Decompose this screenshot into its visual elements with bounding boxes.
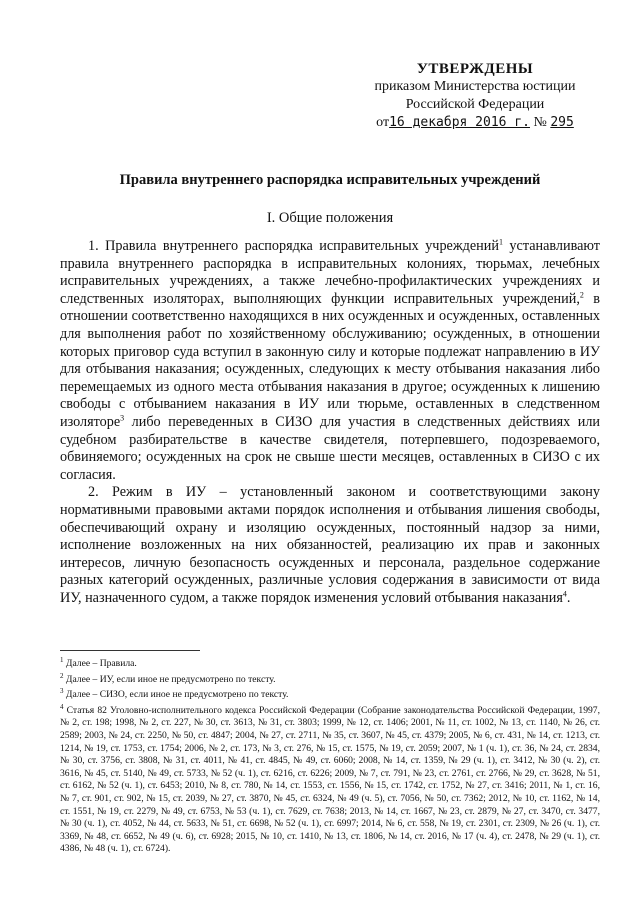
footnote-ref-4: 4: [562, 589, 567, 599]
number-prefix: №: [533, 115, 547, 130]
footnote-1: [60, 655, 600, 671]
footnote-3: [60, 689, 600, 702]
paragraph-2-text-a: 2. Режим в ИУ – установленный законом и соответствующими закону нормативными правовыми актами порядок исполнения и отбывания лишения свободы, обеспечивающий охрану и изоляцию осужденных, постоянный надзор за ними, исполнение возложенных на них обязанностей, реализацию их прав и законных интересов, личную безопасность осужденных и персонала, раздельное содержание разных категорий осужденных, различные условия содержания в зависимости от вида ИУ, назначенного судом, а также порядок изменения условий отбывания наказания: [60, 484, 600, 606]
document-title: Правила внутреннего распорядка исправительных учреждений: [119, 172, 541, 188]
paragraph-1-text-d: либо переведенных в СИЗО для участия в следственных действиях или судебном разбирательстве в качестве свидетеля, потерпевшего, подозреваемого, обвиняемого; осужденных на срок не свыше шести месяцев, оставленных в СИЗО с их согласия.: [60, 413, 600, 483]
approval-date-line: [340, 114, 610, 132]
footnote-ref-2: 2: [579, 290, 584, 300]
paragraph-1: [60, 238, 600, 484]
footnote-number: 3: [60, 687, 64, 695]
footnote-2: [60, 671, 600, 687]
footnote-text: Далее – Правила.: [65, 658, 137, 669]
footnote-ref-1: 1: [498, 237, 503, 247]
section-title: I. Общие положения: [266, 210, 394, 226]
paragraph-1-text-a: 1. Правила внутреннего распорядка исправительных учреждений: [88, 238, 499, 254]
footnote-ref-3: 3: [120, 413, 125, 423]
paragraph-1-text-c: в отношении соответственно находящихся в них осужденных и осужденных, оставленных для выполнения работ по хозяйственному обслуживанию; осужденных, в отношении которых приговор суда вступил в законную силу и которые подлежат направлению в ИУ для отбывания наказания; осужденных, следующих к месту отбывания наказания либо перемещаемых из одного места отбывания наказания в другое; осужденных к лишению свободы с отбыванием наказания в ИУ или тюрьме, оставленных в следственном изоляторе: [60, 290, 601, 430]
paragraph-2-text-b: .: [566, 589, 571, 606]
footnote-separator: [60, 650, 200, 651]
footnote-text: Статья 82 Уголовно-исполнительного кодекса Российской Федерации (Собрание законодательства Российской Федерации, 1997, № 2, ст. 198; 1998, № 2, ст. 227, № 30, ст. 3613, № 31, ст. 3803; 1999, № 12, ст. 1406; 2001, № 11, ст. 1002, № 13, ст. 1140, № 26, ст. 2589; 2003, № 24, ст. 2250, № 50, ст. 4847; 2004, № 27, ст. 2711, № 35, ст. 3607, № 45, ст. 4379; 2005, № 6, ст. 431, № 14, ст. 1213, ст. 1214, № 19, ст. 1753, ст. 1754; 2006, № 2, ст. 173, № 3, ст. 276, № 15, ст. 1575, № 19, ст. 2059; 2007, № 1 (ч. 1), ст. 36, № 24, ст. 2834, № 30, ст. 3756, ст. 3808, № 31, ст. 4011, № 41, ст. 4845, № 49, ст. 6060; 2008, № 14, ст. 1359, № 29 (ч. 1), ст. 3412, № 30 (ч. 2), ст. 3616, № 45, ст. 5140, № 49, ст. 5733, № 52 (ч. 1), ст. 6216, ст. 6226; 2009, № 7, ст. 791, № 23, ст. 2761, ст. 2766, № 29, ст. 3628, № 51, ст. 6162, № 52 (ч. 1), ст. 6453; 2010, № 8, ст. 780, № 14, ст. 1553, ст. 1556, № 15, ст. 1742, ст. 1752, № 27, ст. 3416; 2011, № 1, ст. 16, № 7, ст. 901, ст. 902, № 15, ст. 2039, № 27, ст. 3870, № 45, ст. 6324, № 49 (ч. 5), ст. 7056, № 50, ст. 7362; 2012, № 10, ст. 1162, № 14, ст. 1551, № 19, ст. 2279, № 49, ст. 6753, № 53 (ч. 1), ст. 7629, ст. 7638; 2013, № 14, ст. 1667, № 23, ст. 2879, № 27, ст. 3470, ст. 3477, № 30 (ч. 1), ст. 4052, № 44, ст. 5633, № 51, ст. 6698, № 52 (ч. 1), ст. 6997; 2014, № 6, ст. 558, № 19, ст. 2301, ст. 2309, № 26 (ч. 1), ст. 3369, № 48, ст. 6652, № 49 (ч. 6), ст. 6928; 2015, № 10, ст. 1410, № 13, ст. 1806, № 14, ст. 2016, № 17 (ч. 4), ст. 2478, № 29 (ч. 1), ст. 4386, № 48 (ч. 1), ст. 6724).: [60, 704, 600, 855]
paragraph-2: [60, 484, 600, 607]
date-value: 16 декабря 2016 г.: [389, 115, 530, 130]
date-prefix: от: [376, 115, 390, 130]
approval-stamp: [340, 60, 610, 132]
footnote-number: 1: [60, 655, 64, 664]
document-body: [60, 238, 600, 607]
footnote-text: Далее – ИУ, если иное не предусмотрено по тексту.: [65, 673, 276, 685]
paragraph-1-text-b: устанавливают правила внутреннего распорядка в исправительных колониях, тюрьмах, лечебных исправительных учреждениях, а также лечебно-профилактических учреждениях и следственных изоляторах, выполняющих функции исправительных учреждений,: [60, 238, 600, 307]
approval-line-1: приказом Министерства юстиции: [374, 79, 576, 94]
footnote-4: [60, 702, 600, 856]
footnote-number: 4: [60, 702, 64, 711]
approval-title: УТВЕРЖДЕНЫ: [416, 61, 534, 77]
approval-line-2: Российской Федерации: [405, 97, 545, 112]
footnote-text: Далее – СИЗО, если иное не предусмотрено по тексту.: [65, 689, 289, 701]
footnote-number: 2: [60, 671, 64, 680]
footnotes: [60, 655, 600, 856]
number-value: 295: [550, 115, 574, 130]
